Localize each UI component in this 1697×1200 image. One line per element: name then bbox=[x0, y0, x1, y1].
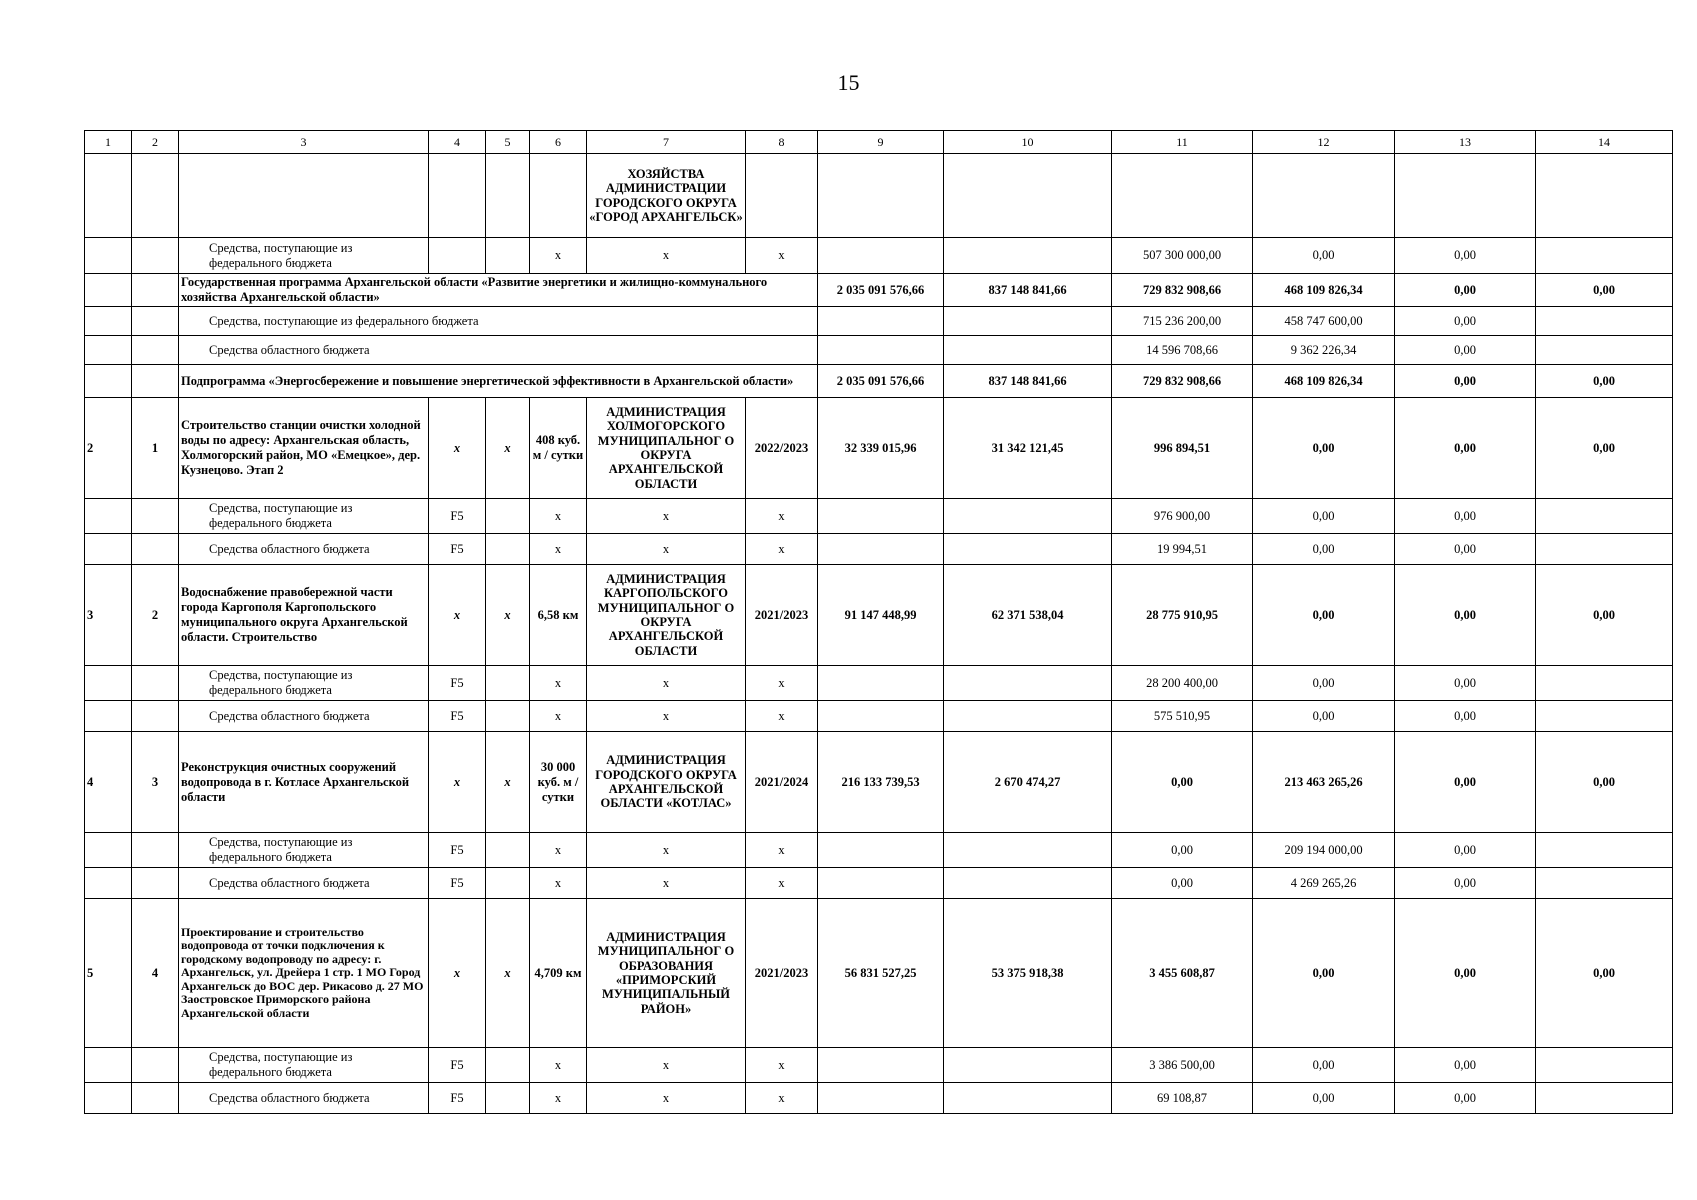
amount-cell: 507 300 000,00 bbox=[1112, 238, 1253, 274]
cell: x bbox=[746, 868, 818, 899]
cell: x bbox=[746, 666, 818, 701]
cell: 4 bbox=[85, 732, 132, 833]
cell: F5 bbox=[429, 666, 486, 701]
cell: x bbox=[587, 833, 746, 868]
source-label: Средства, поступающие из федерального бюджета bbox=[179, 666, 429, 701]
source-label: Средства, поступающие из федерального бюджета bbox=[179, 833, 429, 868]
amount-cell: 32 339 015,96 bbox=[818, 398, 944, 499]
amount-cell: 468 109 826,34 bbox=[1253, 274, 1395, 307]
header-cell: 1 bbox=[85, 131, 132, 154]
amount-cell: 31 342 121,45 bbox=[944, 398, 1112, 499]
cell: x bbox=[746, 1083, 818, 1114]
header-cell: 7 bbox=[587, 131, 746, 154]
amount-cell: 0,00 bbox=[1536, 398, 1673, 499]
cell: x bbox=[746, 1048, 818, 1083]
project-title: Реконструкция очистных сооружений водопровода в г. Котласе Архангельской области bbox=[179, 732, 429, 833]
amount-cell: 837 148 841,66 bbox=[944, 365, 1112, 398]
table-row bbox=[85, 154, 1673, 238]
amount-cell: 62 371 538,04 bbox=[944, 565, 1112, 666]
header-cell: 12 bbox=[1253, 131, 1395, 154]
amount-cell: 0,00 bbox=[1395, 666, 1536, 701]
amount-cell: 3 386 500,00 bbox=[1112, 1048, 1253, 1083]
amount-cell: 729 832 908,66 bbox=[1112, 365, 1253, 398]
amount-cell: 0,00 bbox=[1395, 398, 1536, 499]
amount-cell: 4 269 265,26 bbox=[1253, 868, 1395, 899]
header-cell: 10 bbox=[944, 131, 1112, 154]
program-title: Государственная программа Архангельской области «Развитие энергетики и жилищно-коммунального хозяйства Архангельской области» bbox=[179, 274, 818, 307]
header-cell: 6 bbox=[530, 131, 587, 154]
cell: F5 bbox=[429, 499, 486, 534]
amount-cell: 575 510,95 bbox=[1112, 701, 1253, 732]
cell: x bbox=[587, 238, 746, 274]
amount-cell: 0,00 bbox=[1536, 732, 1673, 833]
source-label: Средства, поступающие из федерального бюджета bbox=[179, 1048, 429, 1083]
agency-cell: ХОЗЯЙСТВА АДМИНИСТРАЦИИ ГОРОДСКОГО ОКРУГА «ГОРОД АРХАНГЕЛЬСК» bbox=[587, 154, 746, 238]
amount-cell: 28 200 400,00 bbox=[1112, 666, 1253, 701]
amount-cell: 14 596 708,66 bbox=[1112, 336, 1253, 365]
capacity-cell: 408 куб. м / сутки bbox=[530, 398, 587, 499]
amount-cell: 996 894,51 bbox=[1112, 398, 1253, 499]
amount-cell: 0,00 bbox=[1253, 398, 1395, 499]
amount-cell: 0,00 bbox=[1253, 238, 1395, 274]
amount-cell: 209 194 000,00 bbox=[1253, 833, 1395, 868]
cell: x bbox=[587, 701, 746, 732]
cell: 4 bbox=[132, 899, 179, 1048]
cell: F5 bbox=[429, 701, 486, 732]
cell: x bbox=[746, 701, 818, 732]
amount-cell: 0,00 bbox=[1536, 365, 1673, 398]
amount-cell: 0,00 bbox=[1395, 833, 1536, 868]
amount-cell: 0,00 bbox=[1395, 899, 1536, 1048]
cell: x bbox=[429, 899, 486, 1048]
table-row bbox=[85, 1048, 1673, 1083]
amount-cell: 19 994,51 bbox=[1112, 534, 1253, 565]
amount-cell: 0,00 bbox=[1395, 1083, 1536, 1114]
source-label: Средства, поступающие из федерального бюджета bbox=[179, 238, 429, 274]
header-cell: 9 bbox=[818, 131, 944, 154]
cell: x bbox=[746, 238, 818, 274]
source-label: Средства областного бюджета bbox=[179, 534, 429, 565]
cell: x bbox=[530, 701, 587, 732]
period-cell: 2021/2024 bbox=[746, 732, 818, 833]
capacity-cell: 6,58 км bbox=[530, 565, 587, 666]
amount-cell: 0,00 bbox=[1253, 701, 1395, 732]
capacity-cell: 30 000 куб. м / сутки bbox=[530, 732, 587, 833]
amount-cell: 0,00 bbox=[1395, 365, 1536, 398]
project-title: Проектирование и строительство водопровода от точки подключения к городскому водопроводу по адресу: г. Архангельск, ул. Дрейера 1 стр. 1 МО Город Архангельск до ВОС дер. Рикасово д. 27 МО Заостровское Приморского района Архангельской области bbox=[179, 899, 429, 1048]
amount-cell: 213 463 265,26 bbox=[1253, 732, 1395, 833]
amount-cell: 9 362 226,34 bbox=[1253, 336, 1395, 365]
cell: x bbox=[587, 534, 746, 565]
period-cell: 2022/2023 bbox=[746, 398, 818, 499]
cell: 3 bbox=[85, 565, 132, 666]
header-cell: 5 bbox=[486, 131, 530, 154]
amount-cell: 0,00 bbox=[1253, 534, 1395, 565]
table-row bbox=[85, 1083, 1673, 1114]
project-row bbox=[85, 732, 1673, 833]
cell: F5 bbox=[429, 1048, 486, 1083]
project-title: Водоснабжение правобережной части города Каргополя Каргопольского муниципального округа Архангельской области. Строительство bbox=[179, 565, 429, 666]
amount-cell: 0,00 bbox=[1536, 565, 1673, 666]
amount-cell: 0,00 bbox=[1395, 307, 1536, 336]
project-title: Строительство станции очистки холодной воды по адресу: Архангельская область, Холмогорский район, МО «Емецкое», дер. Кузнецово. Этап 2 bbox=[179, 398, 429, 499]
table-row bbox=[85, 534, 1673, 565]
cell: F5 bbox=[429, 534, 486, 565]
cell: x bbox=[587, 499, 746, 534]
amount-cell: 216 133 739,53 bbox=[818, 732, 944, 833]
program-row bbox=[85, 274, 1673, 307]
cell: x bbox=[530, 499, 587, 534]
amount-cell: 715 236 200,00 bbox=[1112, 307, 1253, 336]
period-cell: 2021/2023 bbox=[746, 565, 818, 666]
table-row bbox=[85, 833, 1673, 868]
project-row bbox=[85, 565, 1673, 666]
header-cell: 4 bbox=[429, 131, 486, 154]
agency-cell: АДМИНИСТРАЦИЯ МУНИЦИПАЛЬНОГ О ОБРАЗОВАНИЯ «ПРИМОРСКИЙ МУНИЦИПАЛЬНЫЙ РАЙОН» bbox=[587, 899, 746, 1048]
cell: 1 bbox=[132, 398, 179, 499]
amount-cell: 0,00 bbox=[1112, 868, 1253, 899]
amount-cell: 0,00 bbox=[1395, 732, 1536, 833]
table-row bbox=[85, 238, 1673, 274]
amount-cell: 0,00 bbox=[1253, 1048, 1395, 1083]
amount-cell: 0,00 bbox=[1253, 666, 1395, 701]
cell: x bbox=[486, 732, 530, 833]
header-cell: 13 bbox=[1395, 131, 1536, 154]
amount-cell: 0,00 bbox=[1253, 565, 1395, 666]
cell: 5 bbox=[85, 899, 132, 1048]
amount-cell: 3 455 608,87 bbox=[1112, 899, 1253, 1048]
amount-cell: 0,00 bbox=[1395, 701, 1536, 732]
cell: F5 bbox=[429, 1083, 486, 1114]
period-cell: 2021/2023 bbox=[746, 899, 818, 1048]
cell: F5 bbox=[429, 833, 486, 868]
header-cell: 3 bbox=[179, 131, 429, 154]
cell: x bbox=[530, 1083, 587, 1114]
amount-cell: 0,00 bbox=[1536, 899, 1673, 1048]
cell: x bbox=[530, 868, 587, 899]
cell: x bbox=[429, 732, 486, 833]
header-cell: 14 bbox=[1536, 131, 1673, 154]
amount-cell: 0,00 bbox=[1395, 1048, 1536, 1083]
amount-cell: 0,00 bbox=[1395, 868, 1536, 899]
amount-cell: 458 747 600,00 bbox=[1253, 307, 1395, 336]
amount-cell: 69 108,87 bbox=[1112, 1083, 1253, 1114]
capacity-cell: 4,709 км bbox=[530, 899, 587, 1048]
table-row bbox=[85, 336, 1673, 365]
project-row bbox=[85, 899, 1673, 1048]
cell: F5 bbox=[429, 868, 486, 899]
cell: x bbox=[587, 868, 746, 899]
amount-cell: 729 832 908,66 bbox=[1112, 274, 1253, 307]
amount-cell: 0,00 bbox=[1395, 274, 1536, 307]
table-row bbox=[85, 868, 1673, 899]
table-row bbox=[85, 307, 1673, 336]
amount-cell: 2 035 091 576,66 bbox=[818, 365, 944, 398]
amount-cell: 0,00 bbox=[1395, 238, 1536, 274]
source-label: Средства областного бюджета bbox=[179, 1083, 429, 1114]
amount-cell: 0,00 bbox=[1395, 499, 1536, 534]
amount-cell: 976 900,00 bbox=[1112, 499, 1253, 534]
table-row bbox=[85, 499, 1673, 534]
subprogram-title: Подпрограмма «Энергосбережение и повышение энергетической эффективности в Архангельской области» bbox=[179, 365, 818, 398]
amount-cell: 0,00 bbox=[1112, 833, 1253, 868]
source-label: Средства областного бюджета bbox=[179, 868, 429, 899]
cell: x bbox=[486, 565, 530, 666]
amount-cell: 91 147 448,99 bbox=[818, 565, 944, 666]
amount-cell: 0,00 bbox=[1536, 274, 1673, 307]
source-label: Средства областного бюджета bbox=[179, 701, 429, 732]
amount-cell: 0,00 bbox=[1395, 336, 1536, 365]
cell: 2 bbox=[132, 565, 179, 666]
amount-cell: 28 775 910,95 bbox=[1112, 565, 1253, 666]
cell: x bbox=[486, 398, 530, 499]
header-cell: 8 bbox=[746, 131, 818, 154]
cell: x bbox=[486, 899, 530, 1048]
cell: x bbox=[587, 1048, 746, 1083]
cell: x bbox=[746, 833, 818, 868]
cell: x bbox=[530, 666, 587, 701]
table-row bbox=[85, 701, 1673, 732]
investment-table bbox=[84, 130, 1673, 1114]
cell: x bbox=[530, 1048, 587, 1083]
cell: 3 bbox=[132, 732, 179, 833]
amount-cell: 0,00 bbox=[1253, 499, 1395, 534]
amount-cell: 53 375 918,38 bbox=[944, 899, 1112, 1048]
amount-cell: 0,00 bbox=[1395, 534, 1536, 565]
amount-cell: 837 148 841,66 bbox=[944, 274, 1112, 307]
amount-cell: 0,00 bbox=[1253, 899, 1395, 1048]
cell: x bbox=[530, 534, 587, 565]
cell: x bbox=[587, 1083, 746, 1114]
subprogram-row bbox=[85, 365, 1673, 398]
header-cell: 11 bbox=[1112, 131, 1253, 154]
cell: x bbox=[429, 565, 486, 666]
table-row bbox=[85, 666, 1673, 701]
amount-cell: 0,00 bbox=[1112, 732, 1253, 833]
source-label: Средства областного бюджета bbox=[179, 336, 818, 365]
header-cell: 2 bbox=[132, 131, 179, 154]
cell: x bbox=[530, 238, 587, 274]
amount-cell: 0,00 bbox=[1253, 1083, 1395, 1114]
page-number: 15 bbox=[837, 70, 860, 95]
amount-cell: 0,00 bbox=[1395, 565, 1536, 666]
amount-cell: 2 670 474,27 bbox=[944, 732, 1112, 833]
agency-cell: АДМИНИСТРАЦИЯ КАРГОПОЛЬСКОГО МУНИЦИПАЛЬНОГ О ОКРУГА АРХАНГЕЛЬСКОЙ ОБЛАСТИ bbox=[587, 565, 746, 666]
cell: 2 bbox=[85, 398, 132, 499]
agency-cell: АДМИНИСТРАЦИЯ ГОРОДСКОГО ОКРУГА АРХАНГЕЛЬСКОЙ ОБЛАСТИ «КОТЛАС» bbox=[587, 732, 746, 833]
cell: x bbox=[429, 398, 486, 499]
source-label: Средства, поступающие из федерального бюджета bbox=[179, 307, 818, 336]
cell: x bbox=[530, 833, 587, 868]
project-row bbox=[85, 398, 1673, 499]
cell: x bbox=[746, 499, 818, 534]
amount-cell: 2 035 091 576,66 bbox=[818, 274, 944, 307]
cell: x bbox=[587, 666, 746, 701]
header-row bbox=[85, 131, 1673, 154]
amount-cell: 468 109 826,34 bbox=[1253, 365, 1395, 398]
source-label: Средства, поступающие из федерального бюджета bbox=[179, 499, 429, 534]
cell: x bbox=[746, 534, 818, 565]
agency-cell: АДМИНИСТРАЦИЯ ХОЛМОГОРСКОГО МУНИЦИПАЛЬНОГ О ОКРУГА АРХАНГЕЛЬСКОЙ ОБЛАСТИ bbox=[587, 398, 746, 499]
amount-cell: 56 831 527,25 bbox=[818, 899, 944, 1048]
